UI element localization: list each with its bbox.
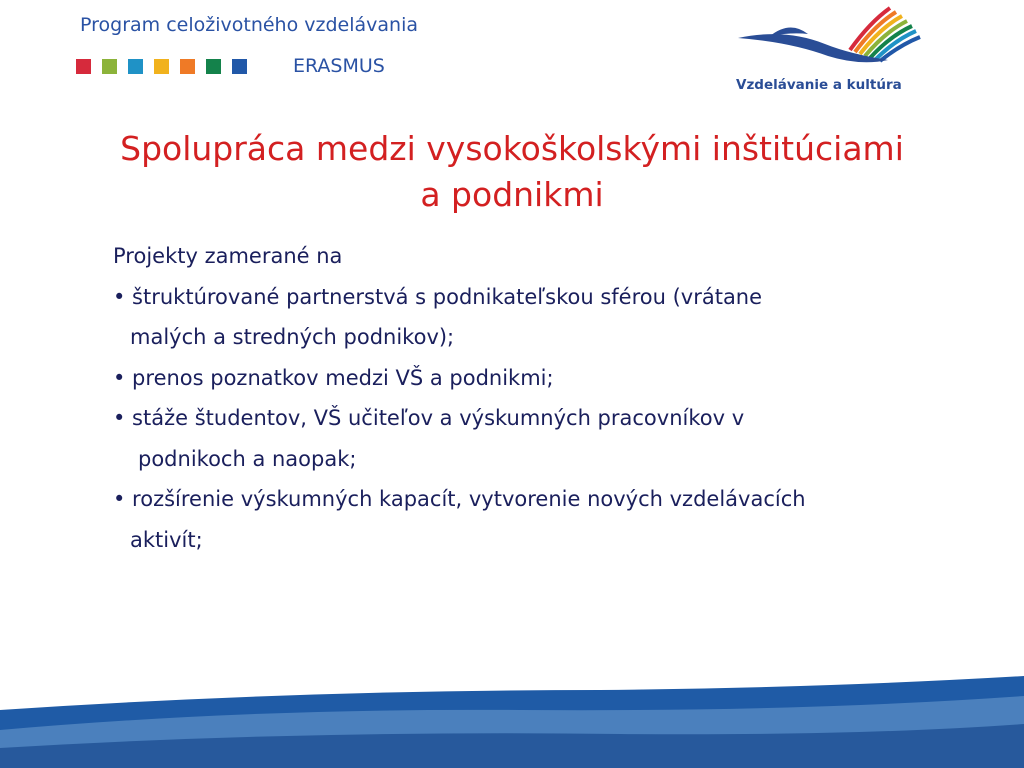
color-square-blue xyxy=(232,59,247,74)
slide-title-line1: Spolupráca medzi vysokoškolskými inštitúciami xyxy=(120,129,904,168)
bullet-line: • stáže študentov, VŠ učiteľov a výskumných pracovníkov v xyxy=(113,406,745,430)
color-square-red xyxy=(76,59,91,74)
logo-text: Vzdelávanie a kultúra xyxy=(736,77,902,93)
header-program-title: Program celoživotného vzdelávania xyxy=(80,14,418,36)
color-square-darkgreen xyxy=(206,59,221,74)
color-square-green xyxy=(102,59,117,74)
body-line-intro: Projekty zamerané na xyxy=(113,244,343,268)
color-square-orange xyxy=(180,59,195,74)
slide-body xyxy=(113,236,993,560)
slide-title-line2: a podnikmi xyxy=(420,175,604,214)
logo xyxy=(730,0,940,110)
bird-logo-icon xyxy=(730,0,940,75)
color-squares xyxy=(76,59,247,74)
footer-wave xyxy=(0,660,1024,768)
bullet-continuation: aktivít; xyxy=(130,527,203,552)
color-square-cyan xyxy=(128,59,143,74)
bullet-continuation: podnikoch a naopak; xyxy=(138,446,357,471)
slide-title xyxy=(0,126,1024,218)
bullet-line: • prenos poznatkov medzi VŠ a podnikmi; xyxy=(113,365,554,390)
header-erasmus-label: ERASMUS xyxy=(293,55,385,77)
color-square-yellow xyxy=(154,59,169,74)
bullet-line: • štruktúrované partnerstvá s podnikateľskou sférou (vrátane xyxy=(113,284,763,309)
bullet-continuation: malých a stredných podnikov); xyxy=(130,325,455,349)
bullet-line: • rozšírenie výskumných kapacít, vytvorenie nových vzdelávacích xyxy=(113,487,806,511)
